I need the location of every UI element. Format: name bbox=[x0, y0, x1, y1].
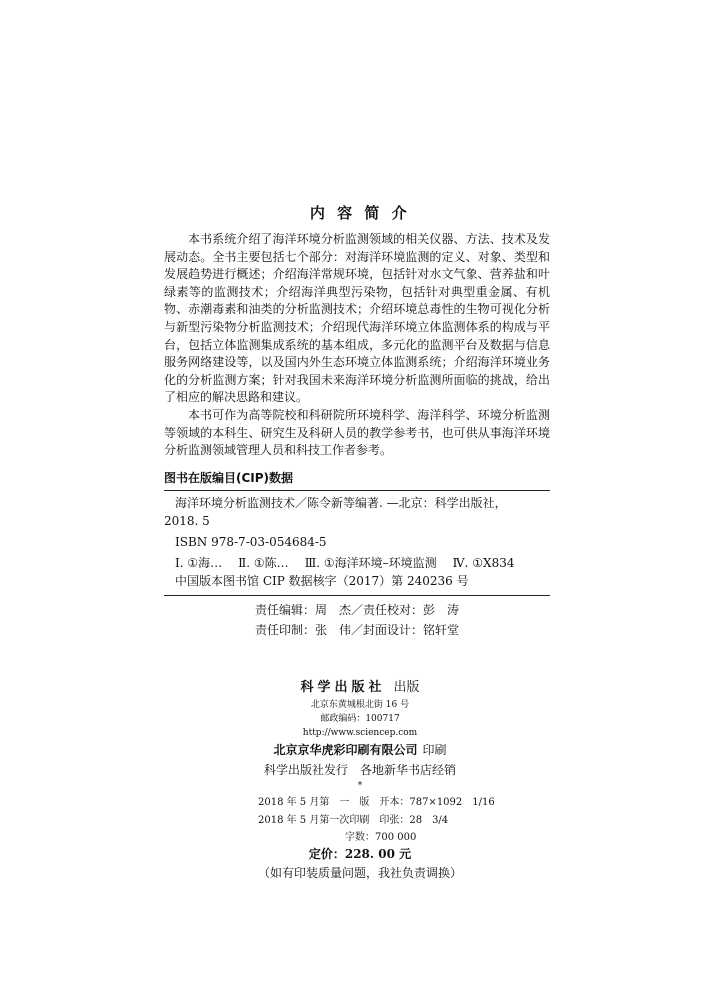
intro-line: 与新型污染物分析监测技术；介绍现代海洋环境立体监测体系的构成与平 bbox=[164, 319, 550, 334]
intro-line: 本书系统介绍了海洋环境分析监测领域的相关仪器、方法、技术及发 bbox=[188, 232, 550, 246]
intro-title: 内 容 简 介 bbox=[309, 204, 411, 222]
credit-line-production: 责任印制：张 伟／封面设计：铭轩堂 bbox=[255, 623, 460, 637]
publisher-postcode: 邮政编码：100717 bbox=[320, 714, 400, 724]
cip-subject: Ⅱ. ①陈… bbox=[238, 556, 289, 570]
publisher-action: 出版 bbox=[393, 680, 420, 695]
separator-asterisk: * bbox=[357, 781, 363, 791]
printer-line bbox=[0, 742, 720, 758]
cip-top-rule bbox=[164, 490, 550, 491]
intro-line: 化的分析监测方案；针对我国未来海洋环境分析监测所面临的挑战，给出 bbox=[164, 372, 550, 387]
cip-subject: Ⅲ. ①海洋环境–环境监测 bbox=[304, 556, 437, 570]
printer-name: 北京京华虎彩印刷有限公司 bbox=[273, 743, 418, 757]
publisher-name: 科学出版社 bbox=[300, 680, 386, 695]
word-count: 字数：700 000 bbox=[345, 832, 417, 843]
intro-line: 等领域的本科生、研究生及科研人员的教学参考书，也可供从事海洋环境 bbox=[164, 425, 550, 440]
intro-line: 分析监测领域管理人员和科技工作者参考。 bbox=[164, 443, 393, 458]
cip-number: 中国版本图书馆 CIP 数据核字（2017）第 240236 号 bbox=[175, 574, 469, 588]
cip-subject: Ⅰ. ①海… bbox=[175, 556, 223, 570]
intro-paragraph bbox=[164, 407, 550, 460]
edition-line: 2018 年 5 月第 一 版 开本：787×1092 1/16 bbox=[258, 797, 495, 808]
intro-line: 物、赤潮毒素和油类的分析监测技术；介绍环境总毒性的生物可视化分析 bbox=[164, 302, 550, 317]
credits bbox=[255, 600, 459, 640]
price: 定价：228. 00 元 bbox=[308, 847, 412, 861]
cip-subject: Ⅳ. ①X834 bbox=[452, 556, 515, 570]
quality-note: （如有印装质量问题，我社负责调换） bbox=[257, 866, 462, 880]
cip-bottom-rule bbox=[164, 595, 550, 596]
cip-heading: 图书在版编目(CIP)数据 bbox=[164, 471, 294, 485]
printer-action: 印刷 bbox=[422, 743, 447, 757]
intro-line: 本书可作为高等院校和科研院所环境科学、海洋科学、环境分析监测 bbox=[188, 407, 550, 422]
cip-record-line-1: 海洋环境分析监测技术／陈令新等编著. —北京：科学出版社， bbox=[175, 496, 507, 510]
publisher-url: http://www.sciencep.com bbox=[302, 728, 418, 738]
printing-line: 2018 年 5 月第一次印刷 印张：28 3/4 bbox=[258, 815, 449, 826]
intro-line: 服务网络建设等，以及国内外生态环境立体监测系统；介绍海洋环境业务 bbox=[164, 355, 550, 370]
cip-subjects bbox=[164, 554, 554, 572]
cip-record-line-2: 2018. 5 bbox=[164, 514, 210, 528]
cip-block bbox=[164, 494, 554, 590]
publisher-line bbox=[0, 679, 720, 697]
intro-line: 绿素等的监测技术；介绍海洋典型污染物，包括针对典型重金属、有机 bbox=[164, 284, 550, 299]
intro-line: 展动态。全书主要包括七个部分：对海洋环境监测的定义、对象、类型和 bbox=[164, 249, 550, 264]
publisher-address: 北京东黄城根北街 16 号 bbox=[310, 700, 410, 710]
credit-line-editors: 责任编辑：周 杰／责任校对：彭 涛 bbox=[255, 603, 460, 617]
intro-paragraph bbox=[164, 231, 550, 407]
distribution-line: 科学出版社发行 各地新华书店经销 bbox=[263, 763, 456, 777]
intro-line: 发展趋势进行概述；介绍海洋常规环境，包括针对水文气象、营养盐和叶 bbox=[164, 267, 550, 282]
intro-line: 台，包括立体监测集成系统的基本组成，多元化的监测平台及数据与信息 bbox=[164, 337, 550, 352]
intro-line: 了相应的解决思路和建议。 bbox=[164, 390, 309, 405]
cip-isbn: ISBN 978-7-03-054684-5 bbox=[175, 535, 327, 549]
intro-body bbox=[164, 231, 550, 460]
